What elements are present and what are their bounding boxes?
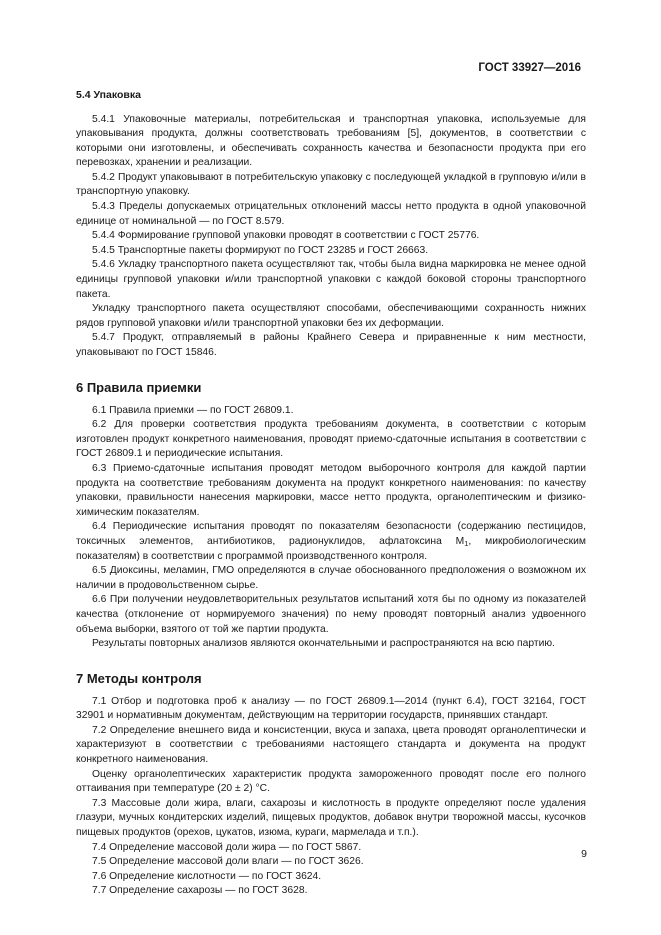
paragraph: 6.3 Приемо-сдаточные испытания проводят методом выборочного контроля для каждой партии продукта на соответствие требованиям документа на продукт конкретного наименования: по качеству упаковки, правильности нанесения маркировки, массе нетто продукта, органолептическим и физико-химическим показателям. [76,462,586,518]
paragraph-part: 6.4 Периодические испытания проводят по показателям безопасности (содержанию пестицидов, токсичных элементов, антибиотиков, радионуклидов, афлатоксина M [76,521,586,547]
paragraph: 5.4.4 Формирование групповой упаковки проводят в соответствии с ГОСТ 25776. [92,230,480,242]
subsection-title-5-4: 5.4 Упаковка [76,89,141,101]
paragraph: 7.7 Определение сахарозы — по ГОСТ 3628. [92,885,308,897]
paragraph: 5.4.2 Продукт упаковывают в потребительскую упаковку с последующей укладкой в групповую и/или в транспортную упаковку. [76,171,586,198]
paragraph: 7.1 Отбор и подготовка проб к анализу — по ГОСТ 26809.1—2014 (пункт 6.4), ГОСТ 32164, ГОСТ 32901 и нормативным документам, действующим на территории государств, принявших стандарт. [76,695,586,722]
paragraph: 5.4.7 Продукт, отправляемый в районы Крайнего Севера и приравненные к ним местности, упаковывают по ГОСТ 15846. [76,332,586,358]
standard-code-header: ГОСТ 33927—2016 [478,62,581,74]
paragraph: 6.2 Для проверки соответствия продукта требованиям документа, в соответствии с которым изготовлен продукт конкретного наименования, проводят приемо-сдаточные испытания в соответствии с ГОСТ 26809.1 и периодические испытания. [76,419,586,460]
paragraph: 5.4.6 Укладку транспортного пакета осуществляют так, чтобы была видна маркировка не менее одной единицы групповой упаковки и/или транспортной упаковки с каждой боковой стороны транспортного пакета. [76,259,586,300]
paragraph: 5.4.1 Упаковочные материалы, потребительская и транспортная упаковка, используемые для упаковывания продукта, должны соответствовать требованиям [5], документов, в соответствии с которыми они изготовлены, и обеспечивать сохранность качества и безопасности продукта при его перевозках, хранении и реализации. [76,113,586,169]
paragraph: 6.5 Диоксины, меламин, ГМО определяются в случае обоснованного предположения о возможном их наличии в продовольственном сырье. [76,565,586,591]
paragraph: 6.6 При получении неудовлетворительных результатов испытаний хотя бы по одному из показателей качества (отклонение от нормируемого значения) по нему проводят повторный анализ удвоенного объема выборки, взятого от той же партии продукта. [76,594,586,635]
paragraph: 7.6 Определение кислотности — по ГОСТ 3624. [92,870,322,882]
paragraph: 7.5 Определение массовой доли влаги — по ГОСТ 3626. [92,856,364,868]
paragraph: Результаты повторных анализов являются окончательными и распространяются на всю партию. [92,638,555,650]
section-title-7: 7 Методы контроля [76,670,202,686]
paragraph: 6.1 Правила приемки — по ГОСТ 26809.1. [92,404,294,416]
paragraph: 7.2 Определение внешнего вида и консистенции, вкуса и запаха, цвета проводят органолептически и характеризуют в соответствии с требованиями настоящего стандарта и документа на продукт конкретного наименования. [76,724,586,766]
paragraph: 7.4 Определение массовой доли жира — по ГОСТ 5867. [92,841,362,853]
paragraph: Оценку органолептических характеристик продукта замороженного проводят после его полного оттаивания при температуре (20 ± 2) °C. [76,768,586,795]
paragraph: 5.4.5 Транспортные пакеты формируют по ГОСТ 23285 и ГОСТ 26663. [92,244,429,256]
paragraph [76,520,586,564]
page-number: 9 [581,848,587,860]
subscript: 1 [464,538,469,548]
section-title-6: 6 Правила приемки [76,379,202,395]
paragraph: Укладку транспортного пакета осуществляют способами, обеспечивающими сохранность нижних рядов групповой упаковки и/или транспортной упаковки без их деформации. [76,303,586,329]
paragraph: 5.4.3 Пределы допускаемых отрицательных отклонений массы нетто продукта в одной упаковочной единице от номинальной — по ГОСТ 8.579. [76,201,586,227]
page-content [76,88,586,899]
paragraph-part: , микробиологическим показателям) в соответствии с программой производственного контроля. [76,535,586,562]
paragraph: 7.3 Массовые доли жира, влаги, сахарозы и кислотность в продукте определяют после удаления глазури, мучных кондитерских изделий, пищевых продуктов, добавок внутри творожной массы, кусочков пищевых продуктов (орехов, цукатов, изюма, кураги, мармелада и т.п.). [76,797,586,839]
